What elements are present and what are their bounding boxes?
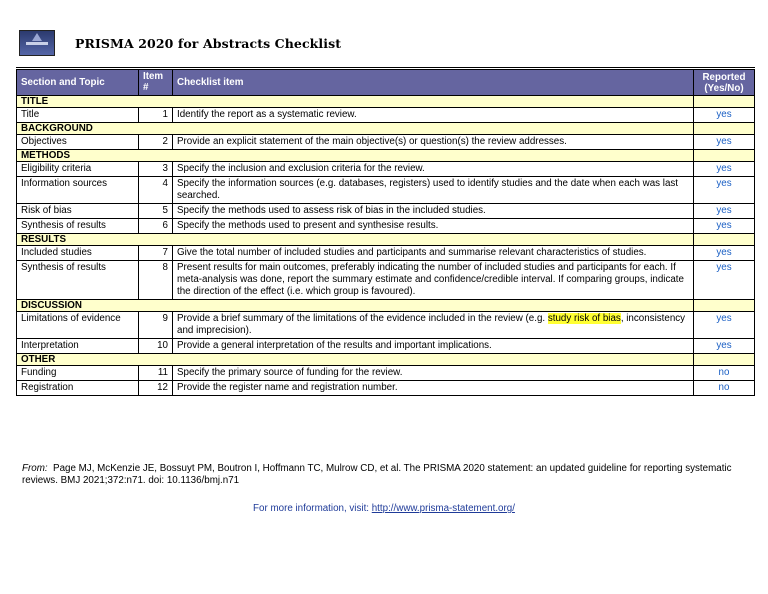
reported-cell: yes bbox=[694, 135, 755, 150]
reported-cell: yes bbox=[694, 219, 755, 234]
table-row bbox=[17, 204, 755, 219]
item-number: 2 bbox=[139, 135, 173, 150]
item-number: 11 bbox=[139, 366, 173, 381]
section-title: OTHER bbox=[17, 354, 694, 366]
table-row bbox=[17, 219, 755, 234]
col-header-item: Item # bbox=[139, 69, 173, 96]
topic-cell: Title bbox=[17, 108, 139, 123]
prisma-website-link[interactable]: http://www.prisma-statement.org/ bbox=[371, 503, 515, 514]
section-row bbox=[17, 354, 755, 366]
col-header-checklist: Checklist item bbox=[173, 69, 694, 96]
item-number: 8 bbox=[139, 261, 173, 300]
topic-cell: Limitations of evidence bbox=[17, 312, 139, 339]
reported-cell: yes bbox=[694, 261, 755, 300]
reported-cell: yes bbox=[694, 339, 755, 354]
topic-cell: Risk of bias bbox=[17, 204, 139, 219]
citation-from-label: From: bbox=[22, 463, 48, 474]
checklist-text bbox=[173, 312, 694, 339]
checklist-text-part: Provide a brief summary of the limitations of the evidence included in the review (e.g. bbox=[177, 313, 548, 324]
topic-cell: Information sources bbox=[17, 177, 139, 204]
checklist-text: Specify the inclusion and exclusion criteria for the review. bbox=[173, 162, 694, 177]
topic-cell: Funding bbox=[17, 366, 139, 381]
item-number: 9 bbox=[139, 312, 173, 339]
reported-cell: yes bbox=[694, 204, 755, 219]
citation-text: Page MJ, McKenzie JE, Bossuyt PM, Boutron I, Hoffmann TC, Mulrow CD, et al. The PRISMA 2020 statement: an updated guideline for reporting systematic reviews. BMJ 2021;372:n71. doi: 10.1136/bmj.n71 bbox=[22, 463, 732, 486]
topic-cell: Interpretation bbox=[17, 339, 139, 354]
topic-cell: Registration bbox=[17, 381, 139, 396]
page-title: PRISMA 2020 for Abstracts Checklist bbox=[75, 35, 342, 51]
reported-cell: yes bbox=[694, 162, 755, 177]
citation bbox=[22, 463, 752, 487]
item-number: 1 bbox=[139, 108, 173, 123]
col-header-reported: Reported (Yes/No) bbox=[694, 69, 755, 96]
checklist-text: Provide a general interpretation of the results and important implications. bbox=[173, 339, 694, 354]
table-row bbox=[17, 381, 755, 396]
topic-cell: Eligibility criteria bbox=[17, 162, 139, 177]
highlighted-text: study risk of bias bbox=[547, 313, 621, 324]
section-row bbox=[17, 150, 755, 162]
reported-cell: yes bbox=[694, 177, 755, 204]
more-info bbox=[0, 503, 768, 514]
table-row bbox=[17, 246, 755, 261]
reported-cell: yes bbox=[694, 108, 755, 123]
reported-cell: yes bbox=[694, 246, 755, 261]
reported-cell: yes bbox=[694, 312, 755, 339]
item-number: 4 bbox=[139, 177, 173, 204]
table-row bbox=[17, 108, 755, 123]
checklist-table bbox=[16, 67, 755, 396]
item-number: 12 bbox=[139, 381, 173, 396]
section-title: METHODS bbox=[17, 150, 694, 162]
checklist-text: Give the total number of included studies and participants and summarise relevant characteristics of studies. bbox=[173, 246, 694, 261]
item-number: 10 bbox=[139, 339, 173, 354]
section-row bbox=[17, 300, 755, 312]
checklist-text: Identify the report as a systematic review. bbox=[173, 108, 694, 123]
col-header-section: Section and Topic bbox=[17, 69, 139, 96]
section-row bbox=[17, 123, 755, 135]
section-row bbox=[17, 234, 755, 246]
topic-cell: Objectives bbox=[17, 135, 139, 150]
table-row bbox=[17, 135, 755, 150]
topic-cell: Synthesis of results bbox=[17, 261, 139, 300]
item-number: 3 bbox=[139, 162, 173, 177]
section-title: RESULTS bbox=[17, 234, 694, 246]
checklist-text-part: , inconsistency and imprecision). bbox=[177, 313, 686, 336]
section-title: DISCUSSION bbox=[17, 300, 694, 312]
table-row bbox=[17, 261, 755, 300]
checklist-text: Provide the register name and registration number. bbox=[173, 381, 694, 396]
table-row bbox=[17, 312, 755, 339]
checklist-text: Specify the methods used to present and synthesise results. bbox=[173, 219, 694, 234]
header bbox=[19, 28, 341, 58]
table-row bbox=[17, 177, 755, 204]
reported-cell: no bbox=[694, 366, 755, 381]
section-title: BACKGROUND bbox=[17, 123, 694, 135]
checklist-text: Specify the information sources (e.g. databases, registers) used to identify studies and the date when each was last searched. bbox=[173, 177, 694, 204]
more-info-label: For more information, visit: bbox=[253, 503, 372, 514]
checklist-text: Present results for main outcomes, preferably indicating the number of included studies and participants for each. If meta-analysis was done, report the summary estimate and confidence/credible interval. If comparing groups, indicate the direction of the effect (i.e. which group is favoured). bbox=[173, 261, 694, 300]
checklist-text: Specify the primary source of funding for the review. bbox=[173, 366, 694, 381]
section-title: TITLE bbox=[17, 96, 694, 108]
table-row bbox=[17, 366, 755, 381]
checklist-text: Provide an explicit statement of the main objective(s) or question(s) the review addresses. bbox=[173, 135, 694, 150]
item-number: 7 bbox=[139, 246, 173, 261]
reported-cell: no bbox=[694, 381, 755, 396]
table-header-row bbox=[17, 69, 755, 96]
table-row bbox=[17, 339, 755, 354]
item-number: 5 bbox=[139, 204, 173, 219]
item-number: 6 bbox=[139, 219, 173, 234]
table-row bbox=[17, 162, 755, 177]
section-row bbox=[17, 96, 755, 108]
prisma-logo-icon bbox=[19, 30, 55, 56]
topic-cell: Synthesis of results bbox=[17, 219, 139, 234]
checklist-text: Specify the methods used to assess risk of bias in the included studies. bbox=[173, 204, 694, 219]
topic-cell: Included studies bbox=[17, 246, 139, 261]
